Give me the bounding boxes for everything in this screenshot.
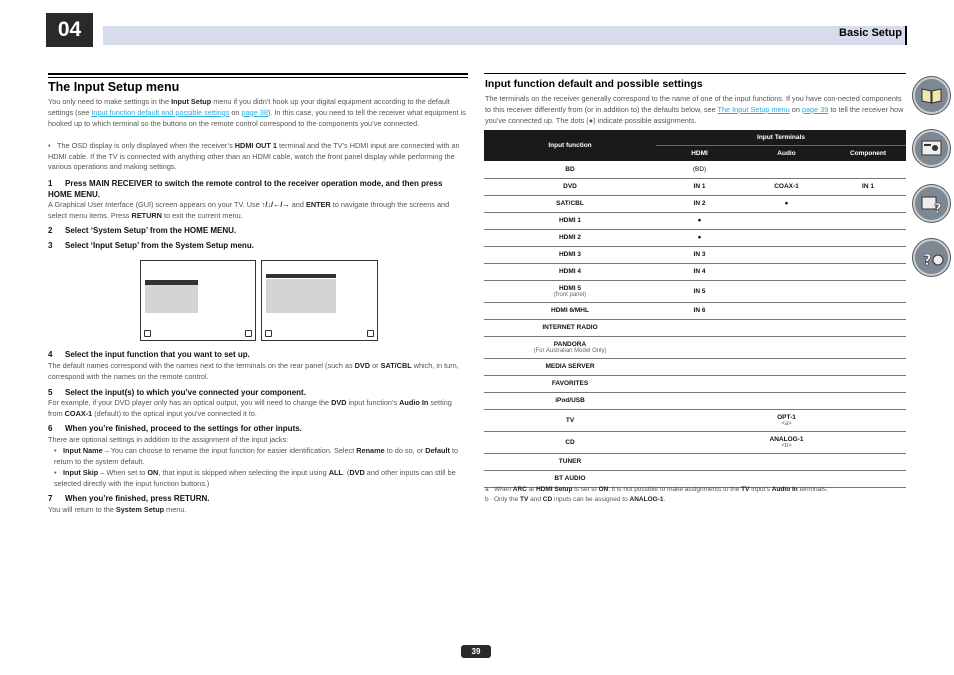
cell-audio: [743, 392, 830, 409]
table-row: [484, 453, 906, 470]
header-bar: [103, 26, 907, 45]
table-row: [484, 161, 906, 178]
cell-hdmi: [656, 246, 743, 263]
cell-audio: [743, 302, 830, 319]
cell-audio: [743, 409, 830, 431]
col-input-function: Input function: [484, 130, 656, 161]
cell-hdmi-value: IN 1: [693, 183, 706, 190]
cell-function: [484, 319, 656, 336]
home-menu-screen-illustration: [140, 260, 256, 341]
footnote-a: a When ARC at HDMI Setup is set to ON, it is not possible to make assignments to the TV input’s Audio In terminals.: [485, 486, 828, 493]
cell-audio: [743, 280, 830, 302]
cell-hdmi-value: IN 5: [693, 287, 706, 295]
table-row: [484, 409, 906, 431]
cell-function-note: (front panel): [553, 291, 587, 298]
section-title: Basic Setup: [839, 27, 902, 39]
step-4-body: The default names correspond with the names next to the terminals on the rear panel (such as DVD or SAT/CBL which, in turn, correspond with the names on the remote control.: [48, 361, 459, 381]
cell-function-value: HDMI 3: [558, 251, 582, 258]
cell-audio: [743, 212, 830, 229]
cell-audio-value: ANALOG-1: [769, 435, 804, 443]
step-7-body: You will return to the System Setup menu.: [48, 505, 187, 514]
cell-function: [484, 212, 656, 229]
cell-component: [830, 178, 906, 195]
cell-function-value: SAT/CBL: [556, 200, 584, 207]
header-divider: [905, 26, 907, 45]
faq-icon[interactable]: [913, 239, 950, 276]
cell-hdmi-value: ●: [697, 217, 702, 224]
cell-function: [484, 195, 656, 212]
section-heading: Input function default and possible settings: [485, 78, 703, 90]
cell-hdmi: [656, 453, 743, 470]
table-row: [484, 178, 906, 195]
cell-function-value: MEDIA SERVER: [545, 363, 595, 370]
step-6-body: There are optional settings in addition to the assignment of the input jacks:: [48, 435, 289, 444]
table-row: [484, 431, 906, 453]
page-number: 39: [461, 645, 491, 658]
cell-audio: [743, 246, 830, 263]
cell-function: [484, 358, 656, 375]
table-row: [484, 358, 906, 375]
cell-component: [830, 392, 906, 409]
tools-icon[interactable]: [913, 185, 950, 222]
cell-hdmi-value: ●: [697, 234, 702, 241]
cell-audio-note: <a>: [781, 420, 792, 427]
cell-hdmi: [656, 392, 743, 409]
step-6: 6 When you’re finished, proceed to the settings for other inputs.: [48, 424, 302, 433]
cell-component: [830, 431, 906, 453]
table-row: [484, 195, 906, 212]
cell-function-note: (For Australian Model Only): [533, 347, 607, 354]
step-4: 4 Select the input function that you want to set up.: [48, 350, 250, 359]
page-title: The Input Setup menu: [48, 80, 180, 94]
cell-component-value: IN 1: [862, 183, 874, 190]
step-1-body: A Graphical User Interface (GUI) screen appears on your TV. Use ↑/↓/←/→ and ENTER to navigate through the screens and select menu items. Press RETURN to exit the current menu.: [48, 200, 450, 220]
note-bullet: • The OSD display is only displayed when the receiver’s HDMI OUT 1 terminal and the TV’s HDMI input are connected with an HDMI cable. If the TV is connected with anything other than an HDMI cable, watch the front panel display while performing the various operations and making settings.: [48, 141, 460, 171]
cell-hdmi: [656, 229, 743, 246]
cell-function-value: HDMI 2: [558, 234, 582, 241]
cell-audio: [743, 453, 830, 470]
cell-function-value: BT AUDIO: [554, 475, 586, 482]
cell-audio: [743, 319, 830, 336]
system-setup-screen-illustration: [261, 260, 378, 341]
cell-hdmi: [656, 280, 743, 302]
cell-audio-value: COAX-1: [774, 183, 799, 190]
table-row: [484, 212, 906, 229]
cell-function: [484, 246, 656, 263]
cell-component: [830, 358, 906, 375]
book-icon[interactable]: [913, 77, 950, 114]
cell-function-value: TV: [565, 416, 575, 424]
right-intro: The terminals on the receiver generally correspond to the name of one of the input functions. If you have con-nected components to this receiver differently from (or in addition to) the defaults below, see The Input Setup menu on page 39 to tell the receiver how you’ve connected up. The dots (●) indicate possible assignments.: [485, 94, 904, 125]
cell-function-value: DVD: [563, 183, 577, 190]
cell-hdmi: [656, 178, 743, 195]
cell-component: [830, 375, 906, 392]
col-component: Component: [830, 146, 906, 162]
cell-hdmi: [656, 212, 743, 229]
cell-function: [484, 336, 656, 358]
cell-component: [830, 195, 906, 212]
cell-function-value: CD: [565, 438, 575, 446]
cell-hdmi: [656, 409, 743, 431]
cell-function-value: HDMI 5: [558, 284, 582, 292]
cell-audio-value: ●: [784, 200, 789, 207]
cell-function: [484, 302, 656, 319]
cell-audio: [743, 431, 830, 453]
step-2: 2 Select ‘System Setup’ from the HOME MENU.: [48, 226, 237, 235]
cell-component: [830, 302, 906, 319]
step-3: 3 Select ‘Input Setup’ from the System Setup menu.: [48, 241, 254, 250]
cell-component: [830, 319, 906, 336]
cell-function-value: TUNER: [558, 458, 582, 465]
cell-audio: [743, 358, 830, 375]
col-audio: Audio: [743, 146, 830, 162]
table-row: [484, 336, 906, 358]
cell-function: [484, 161, 656, 178]
cell-component: [830, 229, 906, 246]
cell-function: [484, 263, 656, 280]
cell-component: [830, 409, 906, 431]
cell-function: [484, 280, 656, 302]
cell-function: [484, 229, 656, 246]
title-rule: [48, 73, 468, 75]
cell-audio: [743, 336, 830, 358]
cell-hdmi-value: (BD): [692, 165, 707, 173]
step-7: 7 When you’re finished, press RETURN.: [48, 494, 210, 503]
cell-function: [484, 453, 656, 470]
cell-audio-value: OPT-1: [777, 413, 796, 421]
table-row: [484, 280, 906, 302]
table-row: [484, 319, 906, 336]
cell-function-value: HDMI 4: [558, 268, 582, 275]
cell-hdmi: [656, 431, 743, 453]
cell-component: [830, 336, 906, 358]
link-input-function-defaults[interactable]: Input function default and possible settings: [91, 107, 230, 117]
step-5-body: For example, if your DVD player only has an optical output, you will need to change the DVD input function’s Audio In setting from COAX-1 (default) to the optical input you’ve connected it to.: [48, 398, 452, 418]
cell-audio: [743, 195, 830, 212]
cell-audio: [743, 375, 830, 392]
cell-hdmi: [656, 336, 743, 358]
cell-function: [484, 431, 656, 453]
cell-audio-note: <b>: [781, 442, 792, 449]
svg-text:?: ?: [934, 202, 942, 217]
cell-component: [830, 246, 906, 263]
chapter-number: 04: [46, 13, 93, 47]
title-rule-thin: [48, 77, 468, 78]
link-input-setup-menu[interactable]: The Input Setup menu: [717, 104, 790, 114]
cell-function: [484, 178, 656, 195]
link-page-38[interactable]: page 38: [241, 107, 268, 117]
cell-hdmi-value: IN 3: [693, 251, 706, 258]
cell-function-value: HDMI 6/MHL: [551, 307, 589, 314]
table-row: [484, 302, 906, 319]
cell-function-value: PANDORA: [553, 340, 587, 348]
cell-hdmi-value: IN 2: [693, 200, 706, 207]
input-function-table: [484, 130, 906, 488]
bullet-input-skip: • Input Skip – When set to ON, that input is skipped when selecting the input using ALL. (DVD and other inputs can still be selected directly with the input function buttons.): [54, 468, 456, 488]
cell-function-value: INTERNET RADIO: [542, 324, 598, 331]
cell-function: [484, 409, 656, 431]
cell-audio: [743, 229, 830, 246]
subtitle-rule: [484, 73, 906, 74]
cell-function-value: HDMI 1: [558, 217, 582, 224]
cell-hdmi: [656, 375, 743, 392]
cell-component: [830, 161, 906, 178]
cell-component: [830, 280, 906, 302]
cell-hdmi: [656, 319, 743, 336]
col-input-terminals: Input Terminals: [656, 130, 906, 146]
cell-function-value: BD: [565, 165, 575, 173]
cell-hdmi-value: IN 6: [693, 307, 706, 314]
step-1: 1 Press MAIN RECEIVER to switch the remote control to the receiver operation mode, and then press HOME MENU.: [48, 179, 443, 199]
cell-component: [830, 212, 906, 229]
cell-component: [830, 263, 906, 280]
cell-hdmi: [656, 161, 743, 178]
receiver-icon[interactable]: [913, 130, 950, 167]
cell-function: [484, 375, 656, 392]
cell-hdmi: [656, 302, 743, 319]
cell-function: [484, 392, 656, 409]
bullet-input-name: • Input Name – You can choose to rename the input function for easier identification. Select Rename to do so, or Default to return to the system default.: [54, 446, 459, 466]
intro-paragraph: You only need to make settings in the Input Setup menu if you didn’t hook up your digital equipment according to the default settings (see Input function default and possible settings on page 38). In this case, you need to tell the receiver what equipment is hooked up to which terminal so the buttons on the remote control correspond to the components you’ve connected.: [48, 97, 466, 128]
cell-function-value: FAVORITES: [551, 380, 589, 387]
cell-audio: [743, 178, 830, 195]
cell-hdmi: [656, 263, 743, 280]
step-5: 5 Select the input(s) to which you’ve connected your component.: [48, 388, 306, 397]
table-row: [484, 392, 906, 409]
cell-hdmi: [656, 195, 743, 212]
cell-function-value: iPod/USB: [555, 397, 585, 404]
link-page-39[interactable]: page 39: [801, 104, 829, 114]
footnote-b: b Only the TV and CD inputs can be assigned to ANALOG-1.: [485, 496, 666, 503]
cell-audio: [743, 161, 830, 178]
cell-hdmi-value: IN 4: [693, 268, 706, 275]
table-row: [484, 263, 906, 280]
svg-text:?: ?: [923, 251, 932, 269]
table-row: [484, 229, 906, 246]
cell-component: [830, 453, 906, 470]
table-row: [484, 375, 906, 392]
cell-hdmi: [656, 358, 743, 375]
cell-audio: [743, 263, 830, 280]
col-hdmi: HDMI: [656, 146, 743, 162]
table-row: [484, 246, 906, 263]
